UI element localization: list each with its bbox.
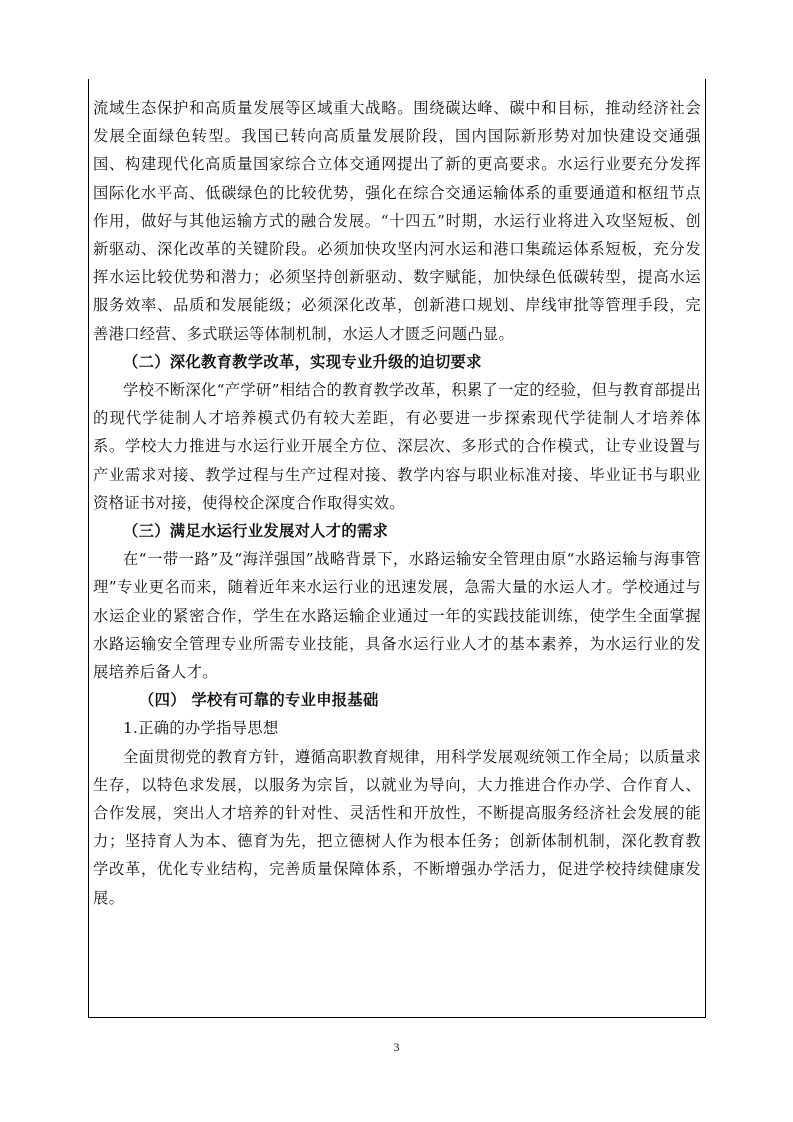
paragraph-guiding-ideology: 全面贯彻党的教育方针，遵循高职教育规律，用科学发展观统领工作全局；以质量求生存，以特色求发展，以服务为宗旨，以就业为导向，大力推进合作办学、合作育人、合作发展，突出人才培养的针对性、灵活性和开放性，不断提高服务经济社会发展的能力；坚持育人为本、德育为先，把立德树人作为根本任务；创新体制机制，深化教育教学改革，优化专业结构，完善质量保障体系，不断增强办学活力，促进学校持续健康发展。 [93, 747, 701, 907]
paragraph-education-reform: 学校不断深化“产学研”相结合的教育教学改革，积累了一定的经验，但与教育部提出的现代学徒制人才培养模式仍有较大差距，有必要进一步探索现代学徒制人才培养体系。学校大力推进与水运行业开展全方位、深层次、多形式的合作模式，让专业设置与产业需求对接、教学过程与生产过程对接、教学内容与职业标准对接、毕业证书与职业资格证书对接，使得校企深度合作取得实效。 [93, 381, 701, 512]
document-body [93, 94, 701, 912]
page-number: 3 [393, 1040, 400, 1054]
subsection-heading-1: 1.正确的办学指导思想 [123, 719, 279, 738]
section-heading-4: （四） 学校有可靠的专业申报基础 [139, 691, 379, 710]
section-heading-2: （二）深化教育教学改革，实现专业升级的迫切要求 [123, 352, 482, 371]
paragraph-talent-demand: 在“一带一路”及“海洋强国”战略背景下，水路运输安全管理由原“水路运输与海事管理”专业更名而来，随着近年来水运行业的迅速发展，急需大量的水运人才。学校通过与水运企业的紧密合作，学生在水路运输企业通过一年的实践技能训练，使学生全面掌握水路运输安全管理专业所需专业技能，具备水运行业人才的基本素养，为水运行业的发展培养后备人才。 [93, 550, 701, 682]
section-heading-3: （三）满足水运行业发展对人才的需求 [123, 522, 389, 541]
paragraph-continuation: 流域生态保护和高质量发展等区域重大战略。围绕碳达峰、碳中和目标，推动经济社会发展全面绿色转型。我国已转向高质量发展阶段，国内国际新形势对加快建设交通强国、构建现代化高质量国家综合立体交通网提出了新的更高要求。水运行业要充分发挥国际化水平高、低碳绿色的比较优势，强化在综合交通运输体系的重要通道和枢纽节点作用，做好与其他运输方式的融合发展。“十四五”时期，水运行业将进入攻坚短板、创新驱动、深化改革的关键阶段。必须加快攻坚内河水运和港口集疏运体系短板，充分发挥水运比较优势和潜力；必须坚持创新驱动、数字赋能，加快绿色低碳转型，提高水运服务效率、品质和发展能级；必须深化改革，创新港口规划、岸线审批等管理手段，完善港口经营、多式联运等体制机制，水运人才匮乏问题凸显。 [93, 99, 701, 343]
